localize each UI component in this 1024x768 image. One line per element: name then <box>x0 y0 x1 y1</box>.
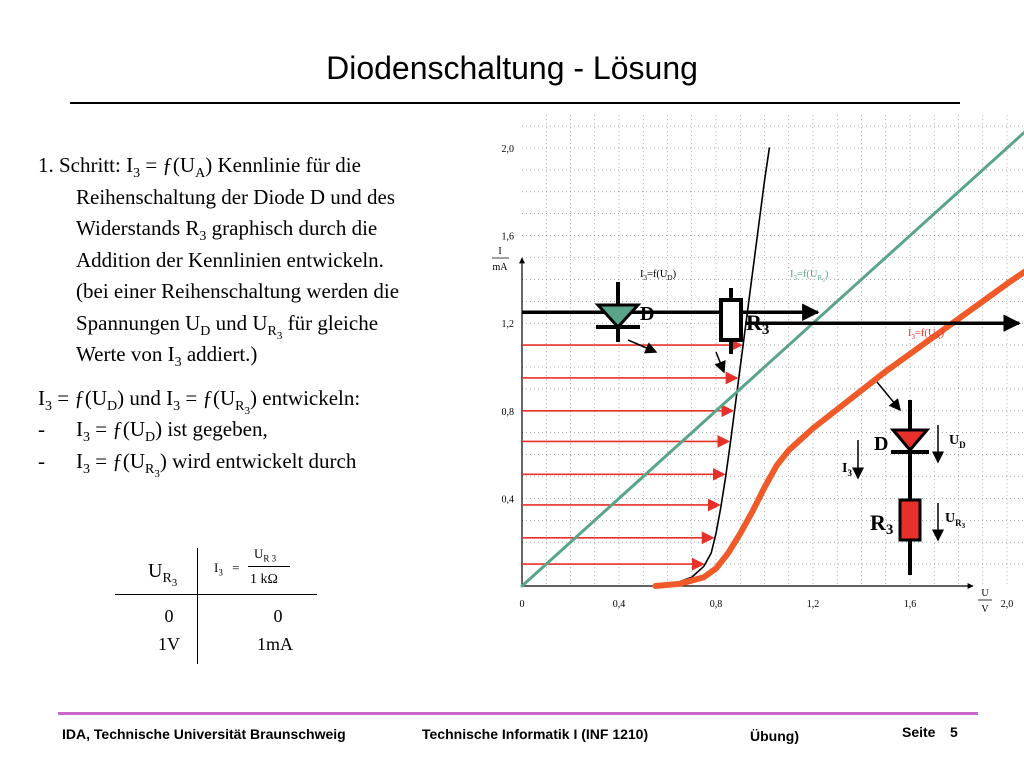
y-tick-label: 0,8 <box>501 406 514 418</box>
text-fragment: graphisch durch die <box>206 216 378 240</box>
y-tick-label: 1,6 <box>501 231 514 243</box>
text-fragment: Reihenschaltung der Diode D und des <box>76 184 396 209</box>
text-sub: 3 <box>174 355 182 371</box>
table-cell: 0 <box>273 606 283 626</box>
text-fragment: = ƒ(U <box>140 153 196 177</box>
i3-label: $I_3$ <box>842 461 852 478</box>
resistor-symbol <box>716 288 769 372</box>
x-tick-label: 0,4 <box>612 599 626 610</box>
table-cell: 1mA <box>257 634 293 654</box>
y-axis-unit: mA <box>492 262 508 273</box>
y-axis-title: I <box>498 246 502 257</box>
table-fraction-num: $U_{R 3}$ <box>254 546 277 564</box>
table-head-ur3: $U_{R_3}$ <box>148 560 178 589</box>
bullet-dash: - <box>38 417 45 441</box>
resistor-label: R3 <box>746 310 770 338</box>
y-axis-label <box>492 246 509 273</box>
x-tick-label: 1,6 <box>903 599 917 610</box>
bullet-dash: - <box>38 448 45 473</box>
text-fragment: (bei einer Reihenschaltung werden die <box>76 279 400 303</box>
bullet-item: - $I_3$ = $ƒ(U_D)$ ist gegeben, <box>38 414 478 446</box>
text-fragment: Spannungen U <box>76 310 201 335</box>
text-sub: 3 <box>199 229 207 245</box>
series-label-ur3: $I_3=f(U_R3)$ <box>790 269 829 284</box>
table-cell: 0 <box>164 606 174 626</box>
y-tick-label: 1,2 <box>501 319 514 331</box>
footer-divider <box>58 712 978 715</box>
text-sub: 3 <box>133 166 141 182</box>
table-cell: 1V <box>158 634 180 654</box>
text-sub: D <box>200 323 211 339</box>
develop-line: $I_3$ = $ƒ(U_D)$ und $I_3$ = $ƒ(U_{R_3})$ entwickeln: <box>38 385 361 417</box>
page-title: Diodenschaltung - Lösung <box>326 50 698 86</box>
series-label-ua: $I_3=f(U_A)$ <box>908 328 945 341</box>
text-fragment: für gleiche <box>282 310 379 335</box>
x-tick-label: 1,2 <box>806 599 820 610</box>
x-tick-label: 0 <box>519 599 525 610</box>
table-fraction-den: 1 kΩ <box>250 572 278 587</box>
series-label-ud: $I_3=f(U_D)$ <box>640 269 677 282</box>
text-fragment: ) Kennlinie für die <box>205 153 361 177</box>
footer-page-number: 5 <box>950 724 958 740</box>
x-axis-label <box>978 588 992 615</box>
y-tick-label: 0,4 <box>501 494 514 506</box>
x-axis-unit: V <box>981 604 989 615</box>
series-circuit <box>842 382 966 575</box>
diode-symbol <box>596 282 656 352</box>
text-sub: A <box>195 166 206 182</box>
diode-label: D <box>640 303 655 325</box>
text-fragment: 1. Schritt: I <box>38 153 134 177</box>
text-fragment: Werte von I <box>76 342 175 366</box>
circuit-diode-label: D <box>874 433 889 455</box>
series-line <box>655 181 1024 586</box>
ud-label: $U_D$ <box>949 433 966 450</box>
circuit-resistor-label: R3 <box>870 510 894 538</box>
series-line <box>655 148 769 586</box>
footer-uebung: Übung) <box>750 728 799 744</box>
footer <box>0 712 1024 768</box>
text-sub: R3 <box>267 323 283 342</box>
footer-page-label: Seite <box>902 724 936 740</box>
footer-institution: IDA, Technische Universität Braunschweig <box>62 726 346 742</box>
x-axis-title: U <box>981 588 989 599</box>
text-fragment: Addition der Kennlinien entwickeln. <box>76 247 384 272</box>
footer-course: Technische Informatik I (INF 1210) <box>422 726 649 742</box>
text-fragment: addiert.) <box>181 342 258 366</box>
ur3-label: $U_R3$ <box>945 511 966 530</box>
text-fragment: und U <box>210 310 268 335</box>
y-tick-label: 2,0 <box>501 144 514 155</box>
x-tick-label: 0,8 <box>709 599 723 610</box>
x-tick-label: 2,0 <box>1000 599 1014 610</box>
chart-black-arrows <box>522 312 1019 323</box>
text-fragment: Widerstands R <box>76 216 200 240</box>
bullet-item: - $I_3$ = $ƒ(U_{R_3})$ wird entwickelt durch <box>38 446 478 478</box>
table-head-i3: $I_3$ = <box>214 560 240 578</box>
